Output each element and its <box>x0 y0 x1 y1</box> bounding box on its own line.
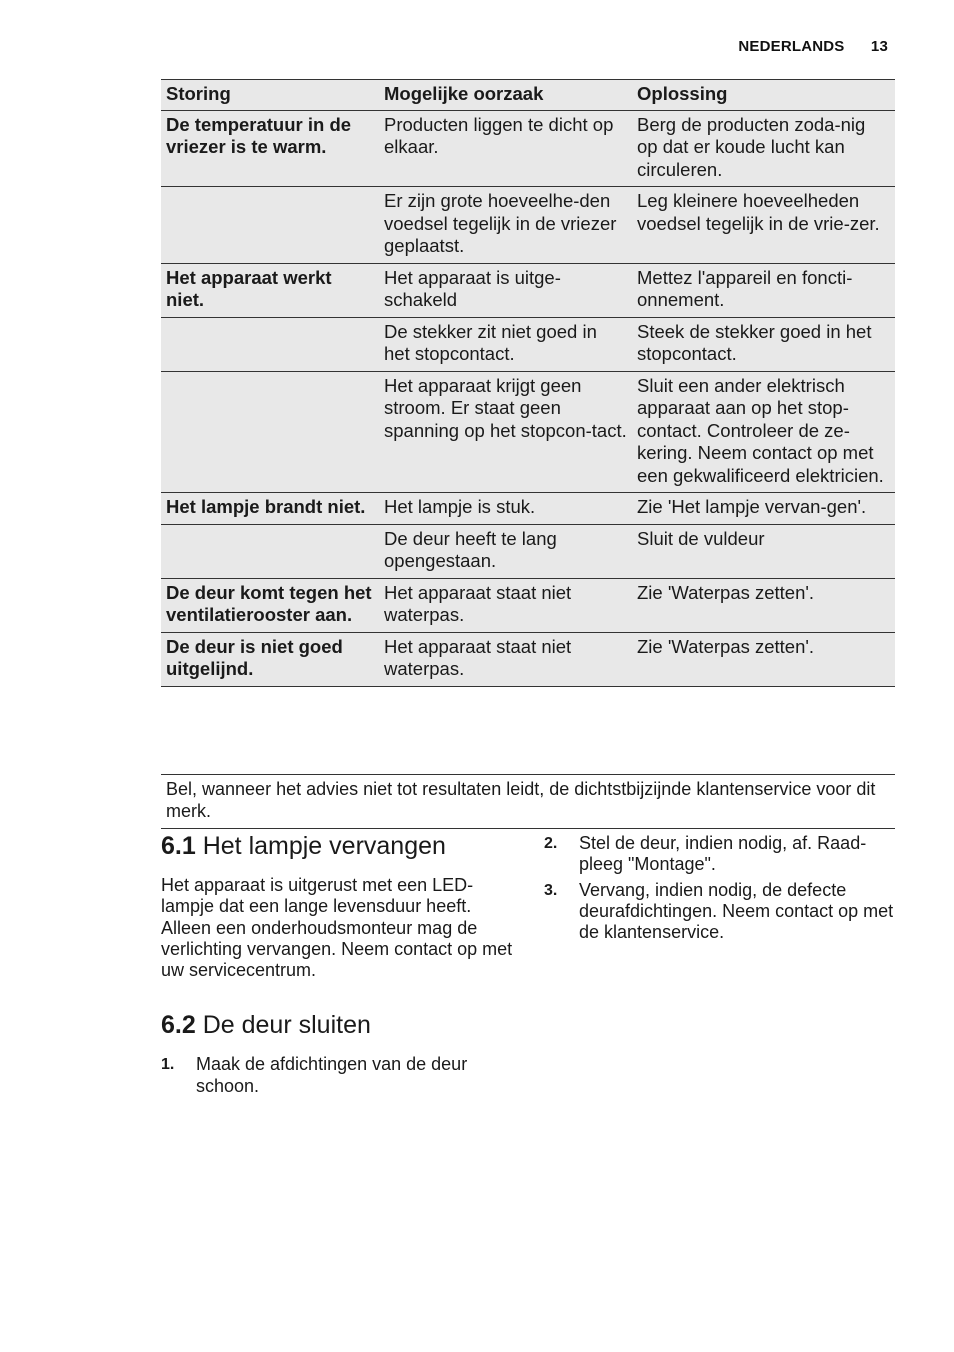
header-language: NEDERLANDS <box>738 38 845 55</box>
cell-oorzaak: Het apparaat staat niet waterpas. <box>379 632 632 686</box>
table-row <box>161 187 895 264</box>
table-row <box>161 317 895 371</box>
list-item <box>544 833 894 876</box>
column-header-oorzaak: Mogelijke oorzaak <box>379 80 632 111</box>
section-6-1-body: Het apparaat is uitgerust met een LED-lampje dat een lange levensduur heeft. Alleen een onderhoudsmonteur mag de verlichting vervangen. Neem contact op met uw servicecentrum. <box>161 875 513 981</box>
cell-oplossing: Mettez l'appareil en foncti-onnement. <box>632 263 895 317</box>
cell-oorzaak: Het apparaat krijgt geen stroom. Er staat geen spanning op het stopcon-tact. <box>379 371 632 493</box>
section-number: 6.2 <box>161 1011 196 1040</box>
page-header <box>738 38 888 55</box>
column-header-storing: Storing <box>161 80 379 111</box>
step-text: Maak de afdichtingen van de deur schoon. <box>196 1054 468 1096</box>
service-note: Bel, wanneer het advies niet tot resultaten leidt, de dichtstbijzijnde klantenservice voor dit merk. <box>161 774 895 829</box>
step-number: 3. <box>544 881 558 899</box>
cell-oorzaak: De stekker zit niet goed in het stopcontact. <box>379 317 632 371</box>
cell-oplossing: Zie 'Het lampje vervan-gen'. <box>632 493 895 525</box>
cell-storing: Het apparaat werkt niet. <box>161 263 379 317</box>
table-row <box>161 110 895 187</box>
cell-oorzaak: Het apparaat staat niet waterpas. <box>379 578 632 632</box>
list-item <box>544 880 894 944</box>
cell-storing <box>161 317 379 371</box>
table-row <box>161 524 895 578</box>
page-number: 13 <box>870 38 888 55</box>
cell-oplossing: Sluit de vuldeur <box>632 524 895 578</box>
cell-storing: Het lampje brandt niet. <box>161 493 379 525</box>
table-header-row <box>161 80 895 111</box>
cell-storing: De temperatuur in de vriezer is te warm. <box>161 110 379 187</box>
cell-oplossing: Steek de stekker goed in het stopcontact. <box>632 317 895 371</box>
cell-storing <box>161 371 379 493</box>
left-column <box>161 830 513 1097</box>
cell-storing <box>161 524 379 578</box>
table-row <box>161 493 895 525</box>
list-item <box>161 1054 513 1097</box>
step-text: Vervang, indien nodig, de defecte deurafdichtingen. Neem contact op met de klantenservice. <box>579 879 894 943</box>
cell-oorzaak: Er zijn grote hoeveelhe-den voedsel tegelijk in de vriezer geplaatst. <box>379 187 632 264</box>
cell-oplossing: Zie 'Waterpas zetten'. <box>632 632 895 686</box>
troubleshooting-table <box>161 79 895 687</box>
section-number: 6.1 <box>161 832 196 860</box>
cell-storing: De deur is niet goed uitgelijnd. <box>161 632 379 686</box>
table-row <box>161 371 895 493</box>
cell-oorzaak: Producten liggen te dicht op elkaar. <box>379 110 632 187</box>
cell-oplossing: Zie 'Waterpas zetten'. <box>632 578 895 632</box>
step-text: Stel de deur, indien nodig, af. Raad-pleeg "Montage". <box>579 833 867 875</box>
section-6-1-heading <box>161 830 513 862</box>
right-column <box>544 830 894 943</box>
cell-oorzaak: Het lampje is stuk. <box>379 493 632 525</box>
step-number: 2. <box>544 835 558 852</box>
section-title: Het lampje vervangen <box>202 832 446 860</box>
cell-oplossing: Berg de producten zoda-nig op dat er koude lucht kan circuleren. <box>632 110 895 187</box>
section-6-2-heading <box>161 1009 513 1041</box>
column-header-oplossing: Oplossing <box>632 80 895 111</box>
cell-oplossing: Leg kleinere hoeveelheden voedsel tegelijk in de vrie-zer. <box>632 187 895 264</box>
table-row <box>161 578 895 632</box>
cell-oorzaak: De deur heeft te lang opengestaan. <box>379 524 632 578</box>
step-number: 1. <box>161 1056 175 1074</box>
section-title: De deur sluiten <box>202 1011 371 1040</box>
table-row <box>161 632 895 686</box>
cell-storing: De deur komt tegen het ventilatierooster aan. <box>161 578 379 632</box>
cell-oorzaak: Het apparaat is uitge-schakeld <box>379 263 632 317</box>
table-row <box>161 263 895 317</box>
cell-storing <box>161 187 379 264</box>
cell-oplossing: Sluit een ander elektrisch apparaat aan op het stop-contact. Controleer de ze-kering. Neem contact op met een gekwalificeerd elektricien. <box>632 371 895 493</box>
